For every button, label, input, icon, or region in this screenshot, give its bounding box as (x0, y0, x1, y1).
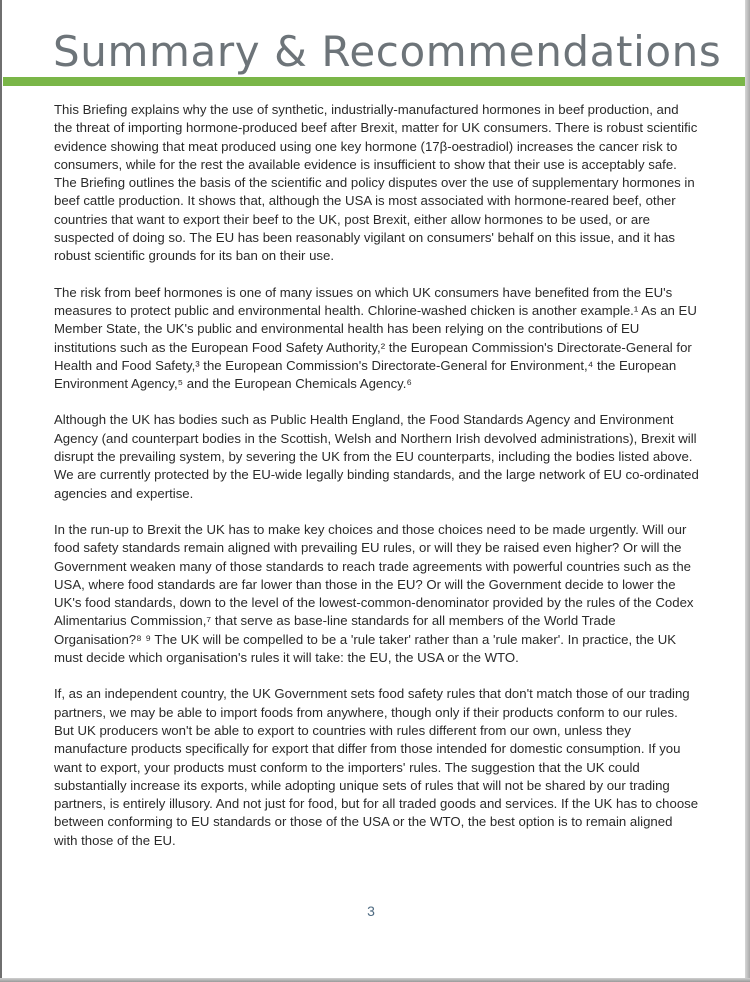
page-frame-right (745, 0, 750, 982)
paragraph-3: Although the UK has bodies such as Public Health England, the Food Standards Agency and Environment Agency (and counterpart bodies in the Scottish, Welsh and Northern Irish devolved administrations), Brexit will disrupt the prevailing system, by severing the UK from the EU counterparts, including the bodies listed above. We are currently protected by the EU-wide legally binding standards, and the large network of EU co-ordinated agencies and expertise. (54, 412, 699, 501)
paragraph-2: The risk from beef hormones is one of many issues on which UK consumers have benefited from the EU's measures to protect public and environmental health. Chlorine-washed chicken is another example.¹ As an EU Member State, the UK's public and environmental health has been relying on the contributions of EU institutions such as the European Food Safety Authority,² the European Commission's Directorate-General for Health and Food Safety,³ the European Commission's Directorate-General for Environment,⁴ the European Environment Agency,⁵ and the European Chemicals Agency.⁶ (54, 284, 697, 392)
paragraph-1: This Briefing explains why the use of synthetic, industrially-manufactured hormones in beef production, and the threat of importing hormone-produced beef after Brexit, matter for UK consumers. There is robust scientific evidence showing that meat produced using one key hormone (17β-oestradiol) increases the cancer risk to consumers, while for the rest the available evidence is insufficient to show that their use is acceptably safe. The Briefing outlines the basis of the scientific and policy disputes over the use of supplementary hormones in beef cattle production. It shows that, although the USA is most associated with hormone-reared beef, other countries that want to export their beef to the UK, post Brexit, either allow hormones to be used, or are suspected of doing so. The EU has been reasonably vigilant on consumers' behalf on this issue, and it has robust scientific grounds for its ban on their use. (54, 102, 698, 264)
page-frame-bottom (0, 978, 750, 982)
paragraph-5: If, as an independent country, the UK Government sets food safety rules that don't match those of our trading partners, we may be able to import foods from anywhere, though only if their products conform to our rules. But UK producers won't be able to export to countries with rules different from our own, unless they manufacture products specifically for export that differ from those intended for domestic consumption. If you want to export, your products must conform to the importers' rules. The suggestion that the UK could substantially increase its exports, while adopting unique sets of rules that will not be shared by our trading partners, is entirely illusory. And not just for food, but for all traded goods and services. If the UK has to choose between conforming to EU standards or those of the USA or the WTO, the best option is to remain aligned with those of the EU. (54, 686, 699, 848)
paragraph-4: In the run-up to Brexit the UK has to make key choices and those choices need to be made urgently. Will our food safety standards remain aligned with prevailing EU rules, or will they be raised even higher? Or will the Government weaken many of those standards to reach trade agreements with powerful countries such as the USA, where food standards are far lower than those in the EU? Or will the Government decide to lower the UK's food standards, down to the level of the lowest-common-denominator provided by the rules of the Codex Alimentarius Commission,⁷ that serve as base-line standards for all members of the World Trade Organisation?⁸ ⁹ The UK will be compelled to be a 'rule taker' rather than a 'rule maker'. In practice, the UK must decide which organisation's rules it will take: the EU, the USA or the WTO. (54, 521, 694, 666)
title-underline-bar (3, 77, 745, 86)
page-number: 3 (367, 903, 375, 919)
page-frame-left (0, 0, 2, 982)
page-title: Summary & Recommendations (53, 27, 722, 76)
body-text (54, 101, 699, 868)
